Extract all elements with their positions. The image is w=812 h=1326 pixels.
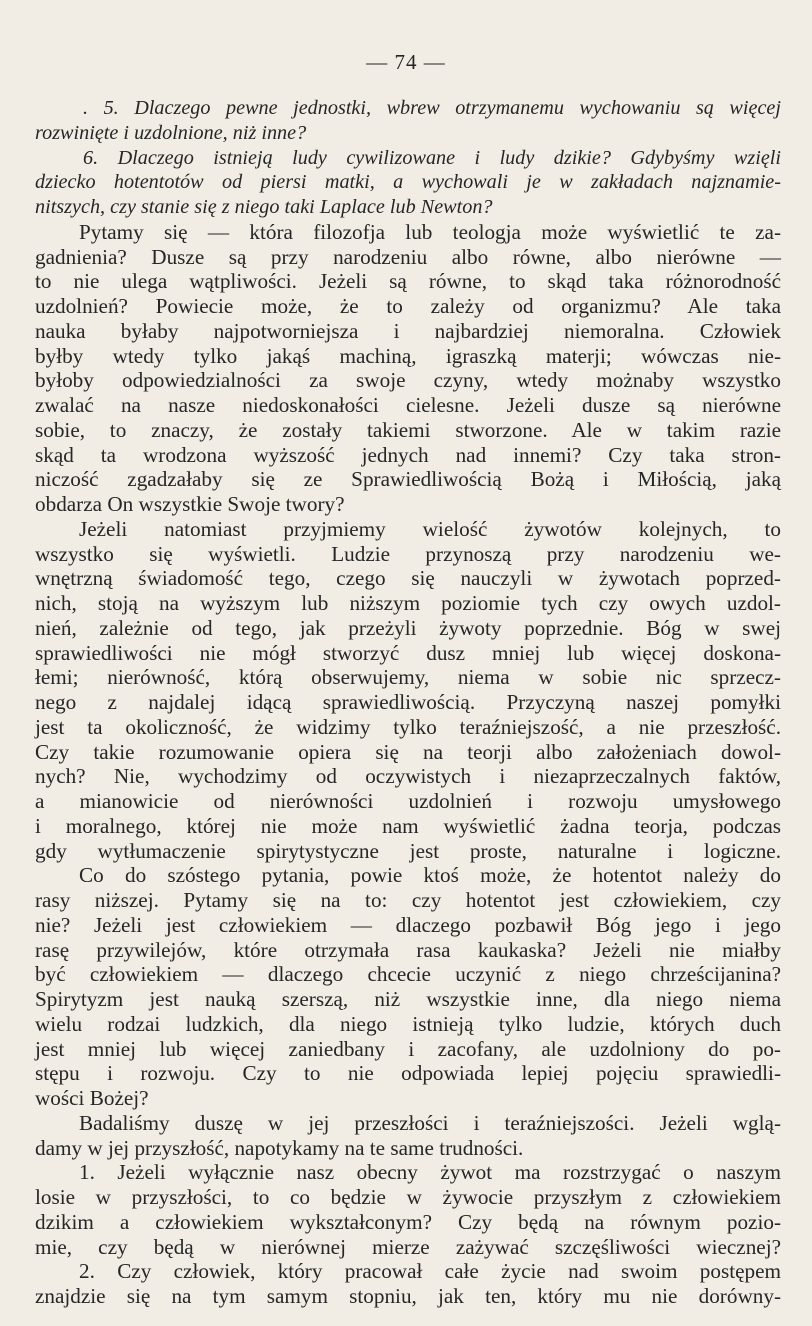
text-line: łemi; nierówność, którą obserwujemy, niema w sobie nic sprzecz- <box>35 665 781 690</box>
text-line: wnętrzną świadomość tego, czego się nauczyli w żywotach poprzed- <box>35 566 781 591</box>
text-line: uzdolnień? Powiecie może, że to zależy od organizmu? Ale taka <box>35 294 781 318</box>
text-line: znajdzie się na tym samym stopniu, jak ten, który mu nie dorówny- <box>35 1284 781 1308</box>
text-line: być człowiekiem — dlaczego chcecie uczynić z niego chrześcijanina? <box>35 962 781 987</box>
text-line: 6. Dlaczego istnieją ludy cywilizowane i ludy dzikie? Gdybyśmy wzięli <box>83 146 781 169</box>
text-line: gdy wytłumaczenie spirytystyczne jest proste, naturalne i logiczne. <box>35 838 781 863</box>
text-line: . 5. Dlaczego pewne jednostki, wbrew otrzymanemu wychowaniu są więcej <box>83 97 781 119</box>
text-line: skąd ta wrodzona wyższość jednych nad innemi? Czy taka stron- <box>35 442 781 467</box>
text-line: rasę przywilejów, które otrzymała rasa kaukaska? Jeżeli nie miałby <box>35 937 781 962</box>
text-line: nich, stoją na wyższym lub niższym poziomie tych czy owych uzdol- <box>35 591 781 615</box>
text-line: dzikim a człowiekiem wykształconym? Czy będą na równym pozio- <box>35 1209 781 1234</box>
text-line: niczość zgadzałaby się ze Sprawiedliwością Bożą i Miłością, jaką <box>35 467 781 492</box>
text-line: 1. Jeżeli wyłącznie nasz obecny żywot ma rozstrzygać o naszym <box>79 1160 781 1185</box>
text-line: a mianowicie od nierówności uzdolnień i rozwoju umysłowego <box>35 789 781 813</box>
text-line: stępu i rozwoju. Czy to nie odpowiada lepiej pojęciu sprawiedli- <box>35 1061 781 1086</box>
text-line: Jeżeli natomiast przyjmiemy wielość żywotów kolejnych, to <box>79 516 781 541</box>
text-line: dziecko hotentotów od piersi matki, a wychowali je w zakładach najznamie- <box>35 171 781 194</box>
body-text <box>35 96 781 1309</box>
text-line: nie? Jeżeli jest człowiekiem — dlaczego pozbawił Bóg jego i jego <box>35 912 781 937</box>
text-line: obdarza On wszystkie Swoje twory? <box>35 492 345 516</box>
text-line: wości Bożej? <box>35 1086 149 1110</box>
text-line: damy w jej przyszłość, napotykamy na te same trudności. <box>35 1135 524 1160</box>
text-line: nień, zależnie od tego, jak przeżyli żywoty poprzednie. Bóg w swej <box>35 615 781 640</box>
text-line: nego z najdalej idącą sprawiedliwością. Przyczyną naszej pomyłki <box>35 690 781 714</box>
text-line: mie, czy będą w nierównej mierze zażywać szczęśliwości wiecznej? <box>35 1234 781 1259</box>
text-line: wielu rodzai ludzkich, dla niego istnieją tylko ludzie, których duch <box>35 1011 781 1036</box>
text-line: nych? Nie, wychodzimy od oczywistych i niezaprzeczalnych faktów, <box>35 764 781 789</box>
text-line: to nie ulega wątpliwości. Jeżeli są równe, to skąd taka różnorodność <box>35 269 781 294</box>
text-line: i moralnego, której nie może nam wyświetlić żadna teorja, podczas <box>35 813 781 838</box>
page-number: — 74 — <box>366 50 446 74</box>
text-line: 2. Czy człowiek, który pracował całe życie nad swoim postępem <box>79 1259 781 1284</box>
text-line: Co do szóstego pytania, powie ktoś może, że hotentot należy do <box>79 863 781 888</box>
text-line: nauka byłaby najpotworniejsza i najbardziej niemoralna. Człowiek <box>35 318 781 343</box>
text-line: jest mniej lub więcej zaniedbany i zacofany, ale uzdolniony do po- <box>35 1036 781 1061</box>
text-line: rasy niższej. Pytamy się na to: czy hotentot jest człowiekiem, czy <box>35 888 781 912</box>
text-line: nitszych, czy stanie się z niego taki Laplace lub Newton? <box>35 196 493 218</box>
text-line: byłby wtedy tylko jakąś machiną, igraszką materji; wówczas nie- <box>35 343 781 368</box>
text-line: Spirytyzm jest nauką szerszą, niż wszystkie inne, dla niego niema <box>35 987 781 1011</box>
text-line: sobie, to znaczy, że zostały takiemi stworzone. Ale w takim razie <box>35 417 781 442</box>
text-line: losie w przyszłości, to co będzie w żywocie przyszłym z człowiekiem <box>35 1185 781 1209</box>
text-line: sprawiedliwości nie mógł stworzyć dusz mniej lub więcej doskona- <box>35 640 781 665</box>
text-line: jest ta okoliczność, że widzimy tylko teraźniejszość, a nie przeszłość. <box>35 714 781 739</box>
text-line: byłoby odpowiedzialności za swoje czyny, wtedy możnaby wszystko <box>35 368 781 393</box>
text-line: Badaliśmy duszę w jej przeszłości i teraźniejszości. Jeżeli wglą- <box>79 1110 781 1135</box>
text-line: rozwinięte i uzdolnione, niż inne? <box>35 121 307 144</box>
text-line: gadnienia? Dusze są przy narodzeniu albo równe, albo nierówne — <box>35 244 781 269</box>
text-line: Pytamy się — która filozofja lub teologja może wyświetlić te za- <box>79 219 781 244</box>
text-line: Czy takie rozumowanie opiera się na teorji albo założeniach dowol- <box>35 739 781 764</box>
text-line: wszystko się wyświetli. Ludzie przynoszą przy narodzeniu we- <box>35 541 781 566</box>
text-line: zwalać na nasze niedoskonałości cielesne. Jeżeli dusze są nierówne <box>35 393 781 417</box>
